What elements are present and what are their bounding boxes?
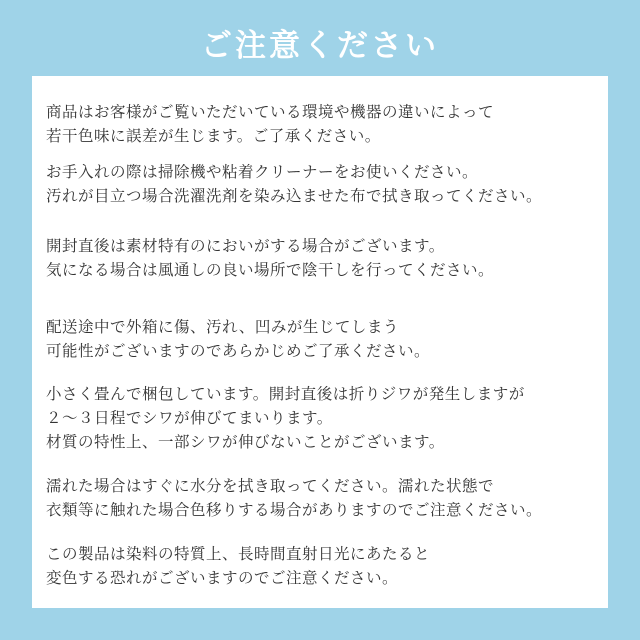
notice-line: 可能性がございますのであらかじめご了承ください。 [46,342,431,360]
notice-line: 商品はお客様がご覧いただいている環境や機器の違いによって [46,103,495,121]
notice-line: お手入れの際は掃除機や粘着クリーナーをお使いください。 [46,163,479,181]
notice-shipping-damage [46,315,430,363]
notice-line: 若干色味に誤差が生じます。ご了承ください。 [46,127,381,145]
notice-odor [46,234,494,282]
notice-line: 衣類等に触れた場合色移りする場合がありますのでご注意ください。 [46,501,543,519]
notice-color-difference [46,100,494,148]
notice-sunlight-fading [46,542,430,590]
notice-line: この製品は染料の特質上、長時間直射日光にあたると [46,545,431,563]
notice-line: 開封直後は素材特有のにおいがする場合がございます。 [46,237,445,255]
notice-wet-color-transfer [46,474,542,522]
notice-line: 気になる場合は風通しの良い場所で陰干しを行ってください。 [46,261,495,279]
page-title: ご注意ください [201,28,439,64]
notice-care [46,160,542,208]
notice-line: 小さく畳んで梱包しています。開封直後は折りジワが発生しますが [46,385,525,403]
notice-line: 配送途中で外箱に傷、汚れ、凹みが生じてしまう [46,318,399,336]
notice-panel [32,76,608,608]
notice-line: 材質の特性上、一部シワが伸びないことがございます。 [46,433,445,451]
notice-line: 濡れた場合はすぐに水分を拭き取ってください。濡れた状態で [46,477,495,495]
notice-wrinkles [46,382,525,454]
notice-line: 汚れが目立つ場合洗濯洗剤を染み込ませた布で拭き取ってください。 [46,187,543,205]
notice-line: ２〜３日程でシワが伸びてまいります。 [46,409,333,427]
notice-line: 変色する恐れがございますのでご注意ください。 [46,569,399,587]
